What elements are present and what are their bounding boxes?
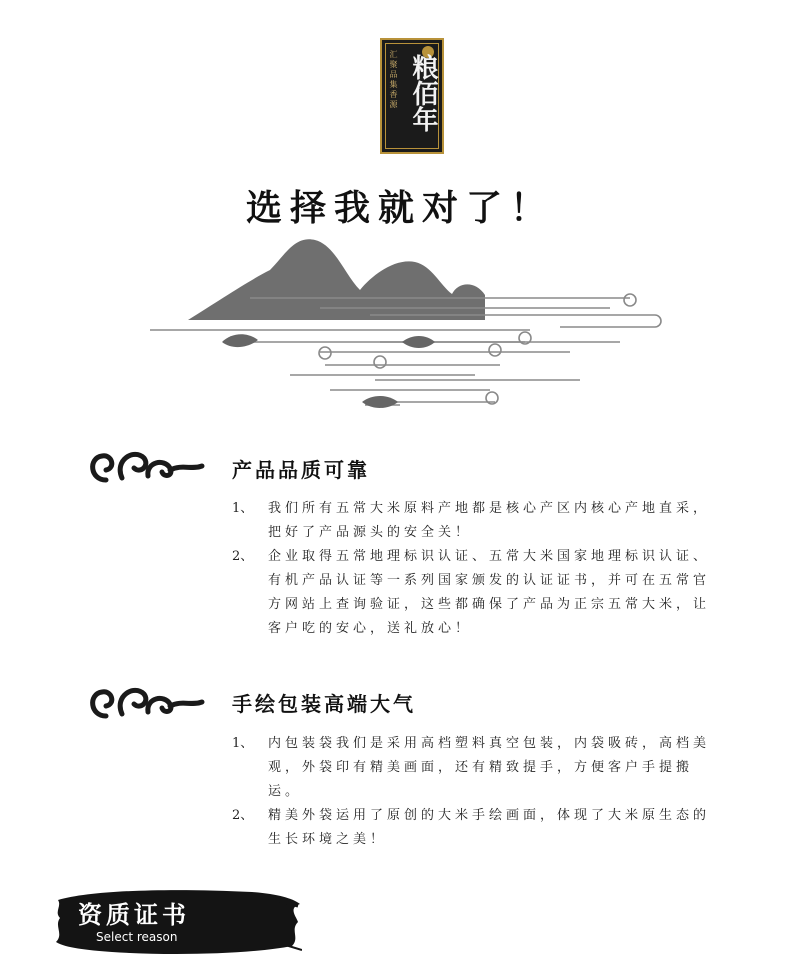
page-headline: 选择我就对了！ bbox=[245, 187, 554, 229]
logo-main-text: 粮佰年 bbox=[408, 54, 438, 132]
packaging-list bbox=[232, 732, 722, 852]
list-item-number: 1、 bbox=[232, 736, 254, 751]
list-item-text: 我们所有五常大米原料产地都是核心产区内核心产地直采，把好了产品源头的安全关！ bbox=[268, 501, 711, 540]
list-item-text: 企业取得五常地理标识认证、五常大米国家地理标识认证、有机产品认证等一系列国家颁发的认证证书，并可在五常官方网站上查询验证，这些都确保了产品为正宗五常大米，让客户吃的安心，送礼放心！ bbox=[268, 549, 711, 636]
banner-title: 资质证书 bbox=[78, 900, 190, 929]
brand-logo bbox=[380, 38, 444, 154]
list-item bbox=[232, 732, 722, 804]
section-title-quality: 产品品质可靠 bbox=[232, 458, 370, 482]
list-item-text: 内包装袋我们是采用高档塑料真空包装，内袋吸砖，高档美观，外袋印有精美画面，还有精致提手，方便客户手提搬运。 bbox=[268, 736, 711, 799]
cloud-ornament-icon bbox=[84, 676, 208, 724]
logo-side-text: 汇聚品集香源 bbox=[389, 50, 398, 110]
list-item-text: 精美外袋运用了原创的大米手绘画面，体现了大米原生态的生长环境之美！ bbox=[268, 808, 711, 847]
ink-landscape-illustration bbox=[140, 230, 670, 420]
list-item-number: 1、 bbox=[232, 501, 254, 516]
list-item bbox=[232, 497, 722, 545]
leaf-icons bbox=[222, 334, 435, 408]
quality-list bbox=[232, 497, 722, 641]
cloud-ornament-icon bbox=[84, 440, 208, 488]
list-item-number: 2、 bbox=[232, 808, 254, 823]
list-item bbox=[232, 804, 722, 852]
section-title-packaging: 手绘包装高端大气 bbox=[232, 692, 416, 716]
banner-subtitle: Select reason bbox=[96, 930, 178, 944]
list-item bbox=[232, 545, 722, 641]
list-item-number: 2、 bbox=[232, 549, 254, 564]
